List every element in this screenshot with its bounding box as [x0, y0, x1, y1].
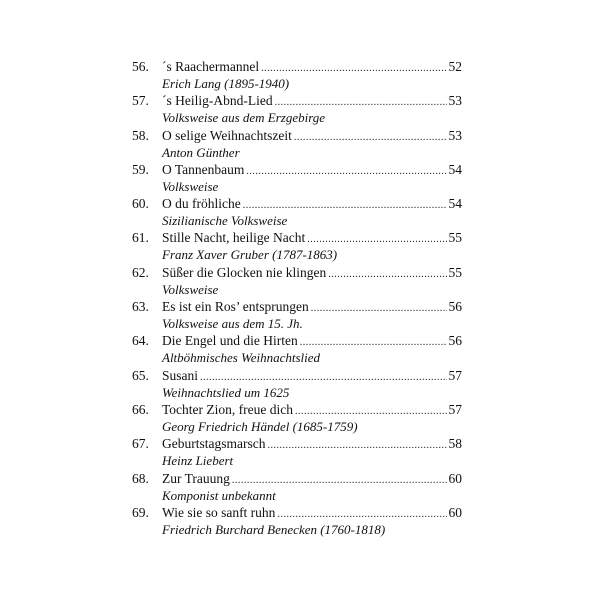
toc-line	[132, 264, 462, 281]
song-title: O selige Weihnachtszeit	[162, 127, 292, 143]
toc-line	[132, 127, 462, 144]
song-title: Tochter Zion, freue dich	[162, 401, 293, 417]
page-number: 56	[448, 299, 462, 315]
dot-leader	[246, 163, 447, 180]
page-number: 57	[448, 401, 462, 417]
toc-entry	[132, 229, 462, 263]
toc-entry	[132, 58, 462, 92]
composer: Volksweise	[162, 178, 219, 194]
song-title: Wie sie so sanft ruhn	[162, 504, 276, 520]
dot-leader	[300, 334, 447, 351]
page-number: 53	[448, 93, 462, 109]
entry-number: 68.	[132, 470, 149, 486]
entry-number: 57.	[132, 93, 149, 109]
composer: Anton Günther	[162, 144, 240, 160]
song-title: Die Engel und die Hirten	[162, 333, 298, 349]
entry-number: 60.	[132, 196, 149, 212]
toc-line	[132, 470, 462, 487]
toc-line	[132, 504, 462, 521]
page-number: 53	[448, 127, 462, 143]
toc-entry	[132, 435, 462, 469]
entry-number: 67.	[132, 436, 149, 452]
page-number: 60	[448, 504, 462, 520]
toc-line	[132, 58, 462, 75]
page-number: 56	[448, 333, 462, 349]
toc-entry	[132, 195, 462, 229]
page-number: 54	[448, 161, 462, 177]
toc-entry	[132, 298, 462, 332]
toc-entry	[132, 127, 462, 161]
toc-entry	[132, 504, 462, 538]
composer: Heinz Liebert	[162, 453, 234, 469]
entry-number: 62.	[132, 264, 149, 280]
composer: Weihnachtslied um 1625	[162, 384, 290, 400]
page-number: 52	[448, 59, 462, 74]
song-title: ´s Heilig-Abnd-Lied	[162, 93, 273, 109]
entry-number: 66.	[132, 401, 149, 417]
toc-line	[132, 229, 462, 246]
toc-entry	[132, 92, 462, 126]
toc-line	[132, 92, 462, 109]
page-number: 57	[448, 367, 462, 383]
entry-number: 65.	[132, 367, 149, 383]
entry-number: 63.	[132, 299, 149, 315]
toc-entry	[132, 401, 462, 435]
composer: Franz Xaver Gruber (1787-1863)	[162, 247, 338, 263]
toc-line	[132, 367, 462, 384]
page-number: 60	[448, 470, 462, 486]
dot-leader	[267, 437, 447, 454]
song-title: Stille Nacht, heilige Nacht	[162, 230, 306, 246]
dot-leader	[328, 266, 447, 283]
dot-leader	[311, 300, 447, 317]
toc-entry	[132, 332, 462, 366]
toc-line	[132, 332, 462, 349]
composer: Friedrich Burchard Benecken (1760-1818)	[162, 521, 386, 537]
toc-entry	[132, 161, 462, 195]
song-title: Susani	[162, 367, 199, 383]
table-of-contents	[132, 58, 462, 538]
song-title: Es ist ein Ros’ entsprungen	[162, 299, 309, 315]
page-number: 58	[448, 436, 462, 452]
toc-line	[132, 435, 462, 452]
entry-number: 58.	[132, 127, 149, 143]
composer: Georg Friedrich Händel (1685-1759)	[162, 418, 358, 434]
toc-line	[132, 195, 462, 212]
page-number: 55	[448, 264, 462, 280]
song-title: O Tannenbaum	[162, 161, 245, 177]
composer: Sizilianische Volksweise	[162, 213, 288, 229]
dot-leader	[294, 129, 447, 146]
entry-number: 56.	[132, 59, 149, 74]
composer: Volksweise aus dem Erzgebirge	[162, 110, 326, 126]
song-title: ´s Raachermannel	[162, 59, 260, 74]
composer: Erich Lang (1895-1940)	[162, 76, 290, 91]
page-number: 54	[448, 196, 462, 212]
toc-entry	[132, 367, 462, 401]
page-number: 55	[448, 230, 462, 246]
toc-entry	[132, 264, 462, 298]
entry-number: 61.	[132, 230, 149, 246]
entry-number: 64.	[132, 333, 149, 349]
toc-line	[132, 161, 462, 178]
song-title: Süßer die Glocken nie klingen	[162, 264, 327, 280]
toc-entry	[132, 470, 462, 504]
entry-number: 59.	[132, 161, 149, 177]
song-title: Zur Trauung	[162, 470, 230, 486]
composer: Altböhmisches Weihnachtslied	[162, 350, 321, 366]
song-title: Geburtstagsmarsch	[162, 436, 266, 452]
entry-number: 69.	[132, 504, 149, 520]
composer: Volksweise aus dem 15. Jh.	[162, 316, 303, 332]
song-title: O du fröhliche	[162, 196, 241, 212]
composer: Komponist unbekannt	[162, 487, 276, 503]
composer: Volksweise	[162, 281, 219, 297]
toc-line	[132, 401, 462, 418]
toc-line	[132, 298, 462, 315]
